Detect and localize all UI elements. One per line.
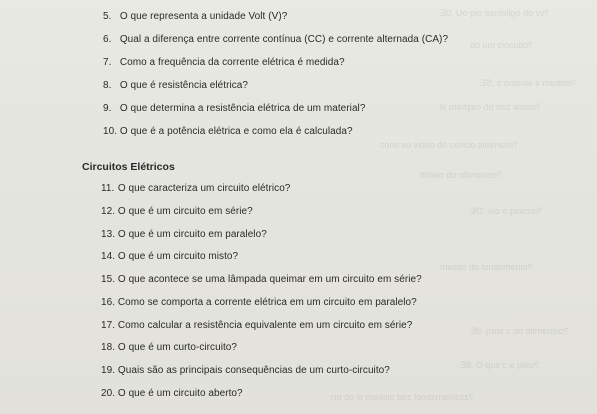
question-text: O que é a potência elétrica e como ela é calculada?: [119, 126, 353, 137]
question-number: 5.: [103, 11, 112, 22]
reverse-side-bleed: ?oisnəmilɒ ob olənib: [420, 170, 503, 180]
question-item: [103, 103, 365, 115]
reverse-side-bleed: ?sbibəm ə sinəmɔ ɔ .SE: [480, 78, 577, 88]
question-item: [101, 229, 267, 241]
question-text: Qual a diferença entre corrente contínua (CC) e corrente alternada (CA)?: [119, 34, 449, 45]
question-number: 10.: [103, 126, 118, 137]
question-number: 7.: [103, 57, 112, 68]
reverse-side-bleed: ?oinəmsbnol ob sbsəm: [440, 262, 533, 272]
question-number: 18.: [101, 342, 116, 353]
question-item: [101, 274, 422, 286]
question-item: [103, 126, 353, 138]
reverse-side-bleed: ?snəmiəls oiɔnəɔ ob osbiv ov snoɔ: [380, 140, 519, 150]
question-text: O que é um circuito misto?: [117, 251, 239, 262]
question-text: O que é resistência elétrica?: [119, 80, 249, 91]
reverse-side-bleed: ?oisnəmilɒ ob ɔ sbɪŋ .dE: [470, 326, 569, 336]
question-item: [103, 80, 248, 92]
question-text: O que é um circuito em paralelo?: [117, 229, 267, 240]
reverse-side-bleed: ?otiuɔniɔ mu ob: [470, 40, 534, 50]
question-number: 11.: [101, 183, 115, 194]
question-number: 8.: [103, 80, 112, 91]
question-number: 6.: [103, 34, 112, 45]
question-number: 20.: [101, 388, 116, 399]
question-text: O que é um curto-circuito?: [117, 342, 238, 353]
question-number: 17.: [101, 320, 116, 331]
question-item: [101, 297, 417, 309]
reverse-side-bleed: ?zsɔinəmsbnol zəd oisbəm sl ob oiɔ: [330, 392, 474, 402]
question-item: [101, 320, 412, 332]
question-item: [101, 183, 290, 195]
question-number: 14.: [101, 251, 116, 262]
question-item: [103, 57, 345, 69]
question-number: 9.: [103, 103, 112, 114]
reverse-side-bleed: ?sv ob ogiloìnse oiq oU .0E: [440, 8, 550, 18]
question-item: [101, 388, 243, 400]
question-text: O que caracteriza um circuito elétrico?: [117, 183, 291, 194]
question-text: Como se comporta a corrente elétrica em um circuito em paralelo?: [117, 297, 417, 308]
question-item: [103, 34, 448, 46]
question-text: Quais são as principais consequências de um curto-circuito?: [117, 365, 390, 376]
question-number: 13.: [101, 229, 116, 240]
question-item: [101, 206, 253, 218]
section-title: Circuitos Elétricos: [82, 161, 175, 173]
question-text: O que acontece se uma lâmpada queimar em um circuito em série?: [117, 274, 422, 285]
question-item: [101, 365, 390, 377]
question-number: 16.: [101, 297, 116, 308]
question-text: Como calcular a resistência equivalente em um circuito em série?: [117, 320, 413, 331]
question-item: [101, 251, 238, 263]
reverse-side-bleed: ?oizsiəq ə oiə .OE: [470, 206, 544, 216]
question-text: O que é um circuito em série?: [117, 206, 253, 217]
reverse-side-bleed: ?oiəq ə ɔ sup O .8E: [460, 360, 540, 370]
question-item: [101, 342, 237, 354]
question-item: [103, 11, 287, 23]
question-text: O que é um circuito aberto?: [117, 388, 243, 399]
question-number: 15.: [101, 274, 116, 285]
question-text: O que determina a resistência elétrica de um material?: [119, 103, 366, 114]
question-number: 12.: [101, 206, 116, 217]
question-text: O que representa a unidade Volt (V)?: [119, 11, 288, 22]
question-text: Como a frequência da corrente elétrica é medida?: [119, 57, 345, 68]
question-number: 19.: [101, 365, 116, 376]
reverse-side-bleed: ?sisnəi zəb ob oàşbəm sl: [440, 102, 542, 112]
